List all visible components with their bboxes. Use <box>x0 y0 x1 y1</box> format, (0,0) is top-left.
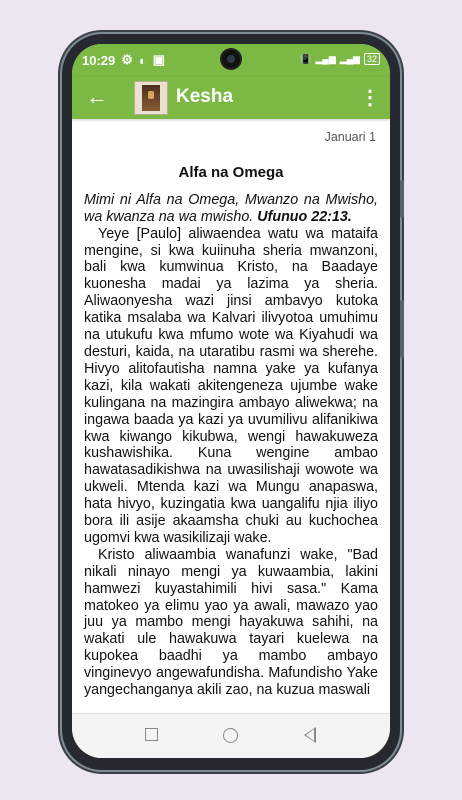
volume-button <box>400 180 404 218</box>
battery-icon: 32 <box>364 53 380 65</box>
verse-text: Mimi ni Alfa na Omega, Mwanzo na Mwisho, wa kwanza na wa mwisho. <box>84 191 378 225</box>
arrow-left-icon[interactable]: ← <box>86 84 108 109</box>
contrast-icon: ◐ <box>138 52 147 68</box>
app-bar <box>72 77 390 119</box>
app-title: Kesha <box>176 86 234 107</box>
verse-reference: Ufunuo 22:13. <box>257 208 352 225</box>
reading-title: Alfa na Omega <box>178 163 284 181</box>
more-vert-icon[interactable]: ⋮ <box>360 87 380 109</box>
signal-icon: ▂▄▆ <box>315 53 336 64</box>
sim-icon: ▣ <box>152 52 166 67</box>
circle-icon[interactable] <box>223 728 238 743</box>
paragraph: Yeye [Paulo] aliwaendea watu wa mataifa mengine, si kwa kuiinuha sheria mwanzoni, bali kwa kumwinua Kristo, na Baadaye kuonesha madai ya lazima ya sheria. Aliwaonyesha wazi jinsi ambavyo kutoka katika msalaba wa Kalvari ilivyotoa umuhimu na utukufu kwa mfumo wote wa Kiyahudi wa desturi, kaida, na utaratibu rasmi wa sherehe. Hivyo alitofautisha namna yake ya kufanya kazi, kila wakati akitengeneza ujumbe wake kulingana na mazingira ambayo aliwekwa; na ingawa baada ya kazi ya uvumilivu alifanikiwa kwa kiwango kikubwa, wengi hawakuweza kushawishika. Kuna wengine ambao hawatasadikishwa na uwasilishaji wowote wa ukweli. Mtenda kazi wa Mungu anapaswa, hata hivyo, kuzingatia kwa uangalifu njia iliyo bora ili asije akaamsha chuki au kuchochea ugomvi kwa wasikilizaji wake. <box>84 225 378 546</box>
book-cover-icon <box>134 81 168 115</box>
settings-icon: ⚙ <box>121 52 133 67</box>
reading-date: Januari 1 <box>324 130 376 144</box>
screen <box>72 44 390 758</box>
front-camera <box>222 50 240 68</box>
square-icon[interactable] <box>145 728 158 741</box>
paragraph: Kristo aliwaambia wanafunzi wake, "Bad nikali ninayo mengi ya kuwaambia, lakini hamwezi kuyastahimili hivi sasa." Kama matokeo ya elimu yao ya awali, mawazo yao juu ya mambo mengi hayakuwa sahihi, na wakati ule hawakuwa tayari kuelewa na kupokea baadhi ya mambo ambayo vinginevyo angewafundisha. Mafundisho Yake yangechanganya akili zao, na kuzua maswali <box>84 546 378 699</box>
vibrate-icon: 📳 <box>300 53 312 64</box>
signal-icon-2: ▂▄▆ <box>339 53 360 64</box>
reading-content <box>72 129 390 699</box>
status-bar <box>72 44 390 77</box>
verse <box>84 192 378 226</box>
power-button <box>400 300 404 358</box>
triangle-back-icon[interactable] <box>304 727 316 743</box>
system-nav-bar <box>72 713 390 758</box>
clock: 10:29 <box>82 52 116 68</box>
